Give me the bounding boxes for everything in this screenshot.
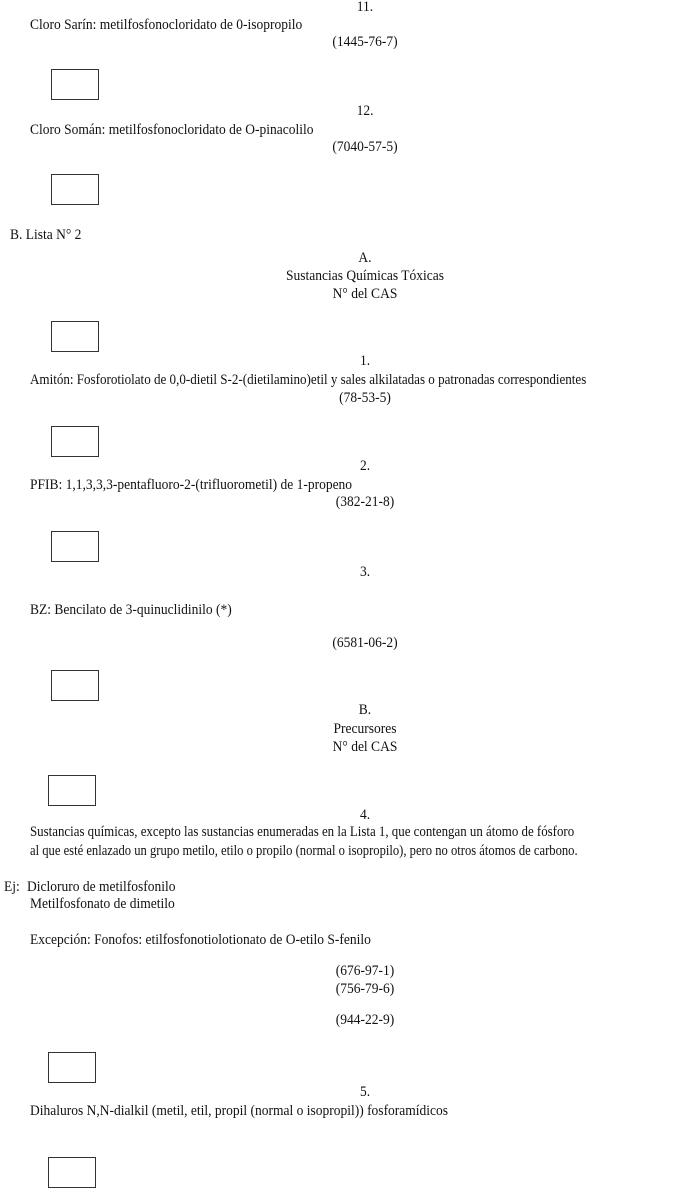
item-description-line: al que esté enlazado un grupo metilo, etilo o propilo (normal o isopropilo), pero no otros átomos de carbono. — [30, 843, 578, 859]
cas-header: N° del CAS — [332, 286, 398, 302]
checkbox[interactable] — [51, 174, 99, 205]
item-number: 12. — [356, 103, 374, 119]
item-name: BZ: Bencilato de 3-quinuclidinilo (*) — [30, 602, 232, 618]
item-description-line: Sustancias químicas, excepto las sustancias enumeradas en la Lista 1, que contengan un átomo de fósforo — [30, 824, 575, 840]
example: Metilfosfonato de dimetilo — [30, 896, 175, 912]
item-name: Cloro Sarín: metilfosfonocloridato de 0-isopropilo — [30, 17, 303, 33]
cas-number: (382-21-8) — [335, 494, 395, 510]
cas-number: (6581-06-2) — [332, 635, 398, 651]
section-letter: A. — [358, 250, 372, 266]
item-name: PFIB: 1,1,3,3,3-pentafluoro-2-(trifluorometil) de 1-propeno — [30, 477, 353, 493]
cas-number: (676-97-1) — [335, 963, 395, 979]
example: Dicloruro de metilfosfonilo — [27, 879, 176, 895]
checkbox[interactable] — [51, 426, 99, 457]
exception: Excepción: Fonofos: etilfosfonotiolotionato de O-etilo S-fenilo — [30, 932, 371, 948]
cas-number: (78-53-5) — [339, 390, 391, 406]
item-name: Amitón: Fosforotiolato de 0,0-dietil S-2-(dietilamino)etil y sales alkilatadas o patronadas correspondientes — [30, 372, 587, 388]
checkbox[interactable] — [48, 1157, 96, 1188]
item-name: Cloro Somán: metilfosfonocloridato de O-pinacolilo — [30, 122, 314, 138]
cas-number: (756-79-6) — [335, 981, 395, 997]
checkbox[interactable] — [51, 321, 99, 352]
item-number: 3. — [359, 564, 371, 580]
checkbox[interactable] — [48, 1052, 96, 1083]
cas-number: (1445-76-7) — [332, 34, 398, 50]
item-number: 1. — [359, 353, 371, 369]
section-title: Precursores — [333, 721, 397, 737]
item-number: 5. — [359, 1084, 371, 1100]
item-number: 4. — [359, 807, 371, 823]
cas-number: (944-22-9) — [335, 1012, 395, 1028]
cas-header: N° del CAS — [332, 739, 398, 755]
section-title: Sustancias Químicas Tóxicas — [286, 268, 444, 284]
item-number: 11. — [356, 0, 374, 15]
checkbox[interactable] — [48, 775, 96, 806]
checkbox[interactable] — [51, 531, 99, 562]
example-label: Ej: — [4, 879, 20, 895]
item-name: Dihaluros N,N-dialkil (metil, etil, propil (normal o isopropil)) fosforamídicos — [30, 1103, 449, 1119]
section-letter: B. — [358, 702, 372, 718]
item-number: 2. — [359, 458, 371, 474]
checkbox[interactable] — [51, 69, 99, 100]
cas-number: (7040-57-5) — [332, 139, 398, 155]
checkbox[interactable] — [51, 670, 99, 701]
list-heading: B. Lista N° 2 — [10, 227, 82, 243]
